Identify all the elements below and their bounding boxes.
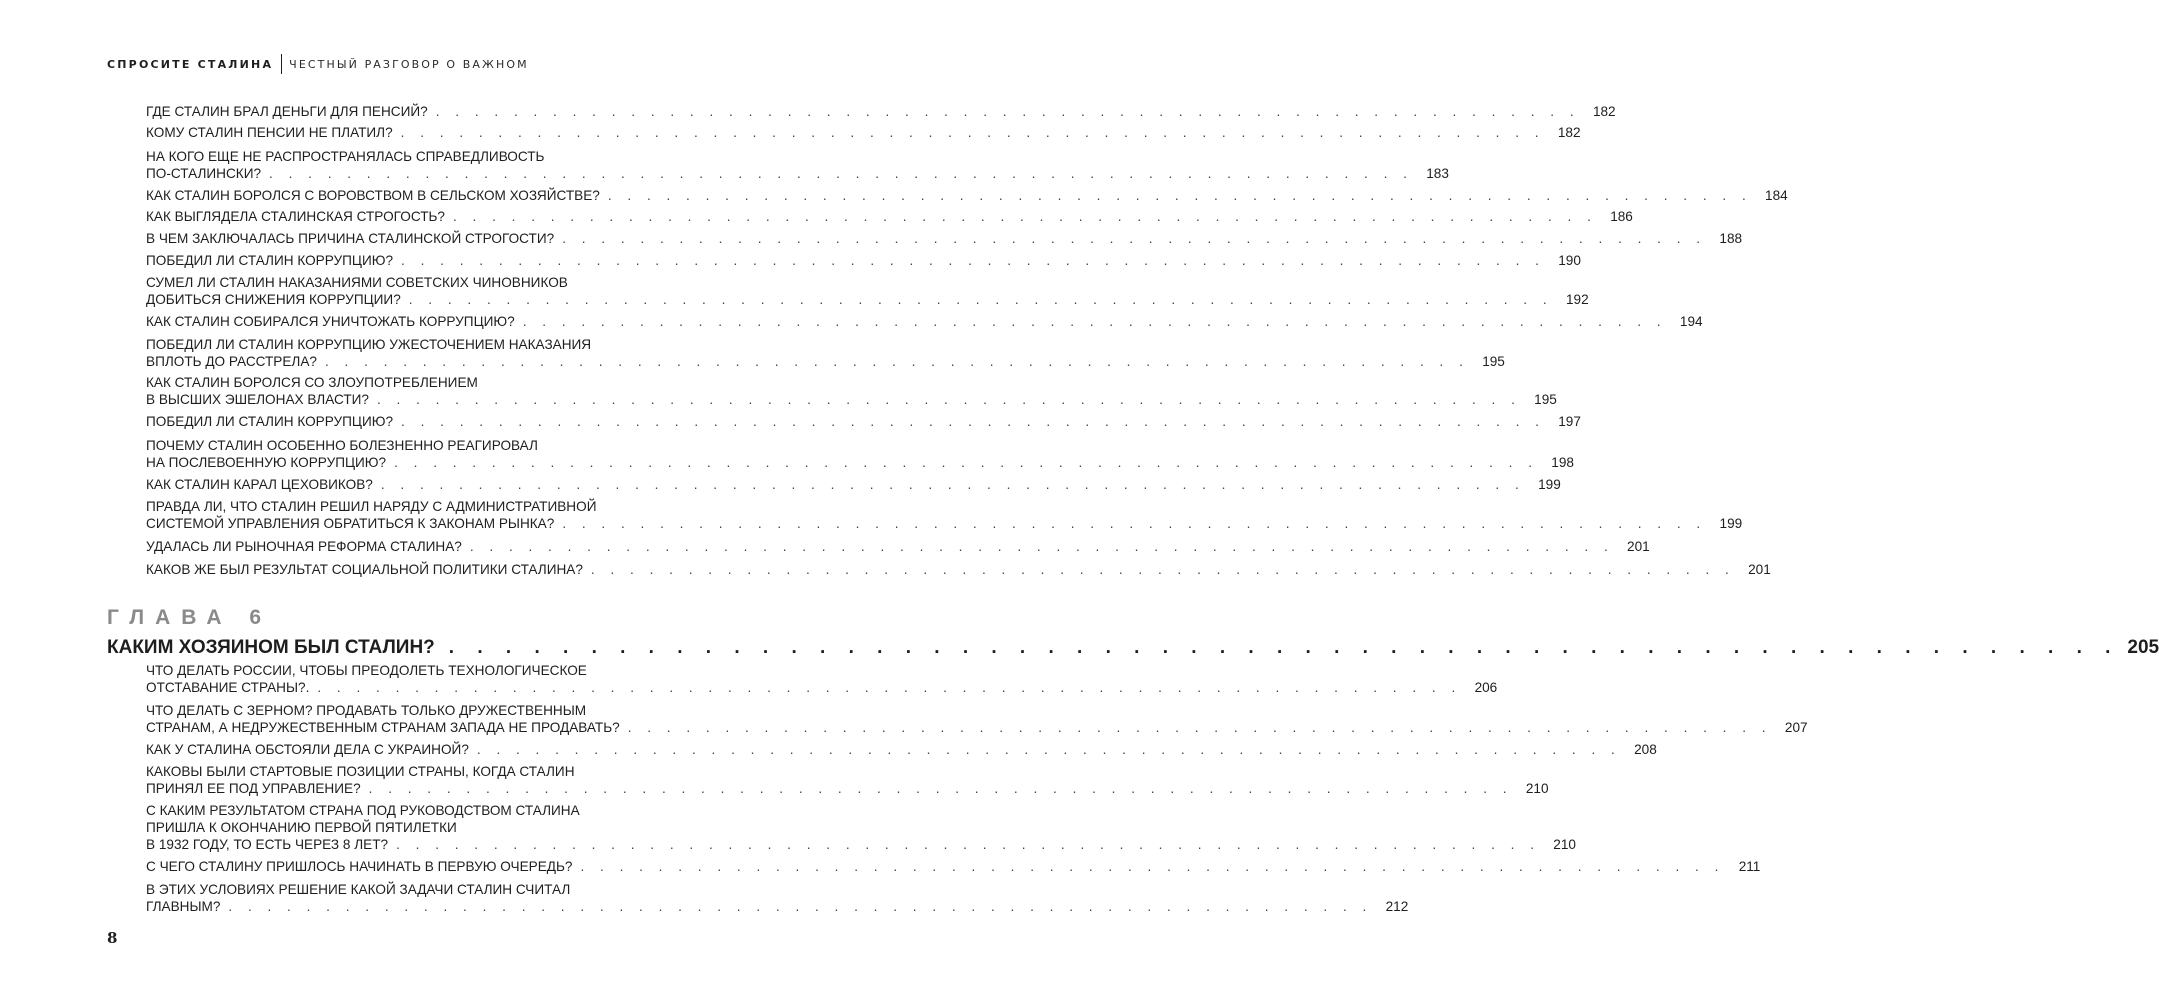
toc-entry-text: ПОБЕДИЛ ЛИ СТАЛИН КОРРУПЦИЮ? <box>146 253 394 268</box>
dot-leader: . . . . . . . . . . . . . . . . . . . . . . . . . . . . . . . . . . . . . . . . . . . . . . . . . . . . . . . . . . . <box>269 166 1413 181</box>
toc-page-number: 197 <box>1558 414 1581 429</box>
toc-entry-line <box>146 274 716 291</box>
toc-entry <box>146 763 1549 797</box>
toc-entry <box>146 881 1409 915</box>
toc-entry-line <box>146 662 716 679</box>
dot-leader: . . . . . . . . . . . . . . . . . . . . . . . . . . . . . . . . . . . . . . . . . . . . . . . . . . . . . . . . . . . <box>590 562 1735 577</box>
toc-entry-line <box>146 165 1449 182</box>
toc-page-number: 201 <box>1748 562 1771 577</box>
dot-leader: . . . . . . . . . . . . . . . . . . . . . . . . . . . . . . . . . . . . . . . . . . . . . . . . . . . . . . . . . . . <box>408 292 1553 307</box>
chapter-page-number: 205 <box>2127 637 2159 658</box>
toc-entry <box>146 208 1633 225</box>
toc-entry-line <box>146 187 1788 204</box>
toc-page-number: 188 <box>1719 231 1743 246</box>
toc-entry <box>146 313 1703 330</box>
toc-entry-line <box>146 336 716 353</box>
toc-page-number: 186 <box>1610 209 1633 224</box>
toc-page-number: 211 <box>1738 859 1761 874</box>
toc-page-number: 201 <box>1627 539 1650 554</box>
toc-entry-line <box>146 208 1633 225</box>
dot-leader: . . . . . . . . . . . . . . . . . . . . . . . . . . . . . . . . . . . . . . . . . . . . . . . . . . . . . . . . . . . <box>368 781 1513 796</box>
toc-entry-line <box>146 679 1498 696</box>
toc-entry <box>146 538 1650 555</box>
dot-leader: . . . . . . . . . . . . . . . . . . . . . . . . . . . . . . . . . . . . . . . . . . . . . . . . . . . . . . . . . . . <box>607 188 1752 203</box>
toc-entry <box>146 561 1771 578</box>
toc-page-number: 182 <box>1592 104 1616 119</box>
toc-entry <box>146 476 1561 493</box>
toc-entry-line <box>146 780 1549 797</box>
toc-entry <box>146 336 1505 370</box>
toc-page-number: 198 <box>1551 455 1574 470</box>
toc-entry <box>146 187 1788 204</box>
dot-leader: . . . . . . . . . . . . . . . . . . . . . . . . . . . . . . . . . . . . . . . . . . . . . . . . . . . . . . . . . . . <box>580 859 1725 874</box>
dot-leader: . . . . . . . . . . . . . . . . . . . . . . . . . . . . . . . . . . . . . . . . . . . . . . . . . . . . . . . . . . . <box>228 899 1373 914</box>
toc-entry-text: ПРИНЯЛ ЕЕ ПОД УПРАВЛЕНИЕ? <box>146 781 361 796</box>
toc-entry-text: СУМЕЛ ЛИ СТАЛИН НАКАЗАНИЯМИ СОВЕТСКИХ ЧИНОВНИКОВ <box>146 275 568 290</box>
toc-entry <box>146 148 1449 182</box>
toc-page-number: 183 <box>1426 166 1449 181</box>
dot-leader: . . . . . . . . . . . . . . . . . . . . . . . . . . . . . . . . . . . . . . . . . . . . . . . . . . . . . . . . . . . <box>400 125 1545 140</box>
toc-entry-line <box>146 858 1761 875</box>
toc-entry-line <box>146 124 1581 141</box>
toc-entry-text: СИСТЕМОЙ УПРАВЛЕНИЯ ОБРАТИТЬСЯ К ЗАКОНАМ РЫНКА? <box>146 516 555 531</box>
toc-page-number: 207 <box>1784 720 1808 735</box>
dot-leader: . . . . . . . . . . . . . . . . . . . . . . . . . . . . . . . . . . . . . . . . . . . . . . . . . . . . . . . . . . . <box>522 314 1667 329</box>
toc-page-number: 194 <box>1679 314 1703 329</box>
toc-entry <box>146 274 1589 308</box>
toc-entry-text: УДАЛАСЬ ЛИ РЫНОЧНАЯ РЕФОРМА СТАЛИНА? <box>146 539 462 554</box>
toc-page-number: 195 <box>1534 392 1557 407</box>
toc-entry-text: КАК СТАЛИН БОРОЛСЯ С ВОРОВСТВОМ В СЕЛЬСКОМ ХОЗЯЙСТВЕ? <box>146 188 600 203</box>
dot-leader: . . . . . . . . . . . . . . . . . . . . . . . . . . . . . . . . . . . . . . . . . . . . . . . . . . . . . . . . . . . <box>469 539 1614 554</box>
toc-entry <box>146 437 1574 471</box>
toc-entry-line <box>146 476 1561 493</box>
toc-entry-text: КАК У СТАЛИНА ОБСТОЯЛИ ДЕЛА С УКРАИНОЙ? <box>146 742 469 757</box>
toc-entry-line <box>146 374 716 391</box>
toc-entry <box>146 124 1581 141</box>
toc-entry-line <box>146 763 716 780</box>
toc-page-number: 192 <box>1565 292 1589 307</box>
toc-entry-text: ПОБЕДИЛ ЛИ СТАЛИН КОРРУПЦИЮ УЖЕСТОЧЕНИЕМ НАКАЗАНИЯ <box>146 337 592 352</box>
dot-leader: . . . . . . . . . . . . . . . . . . . . . . . . . . . . . . . . . . . . . . . . . . . . . . . . . . . . . . . . . . . <box>401 414 1545 429</box>
toc-entry-text: В ЭТИХ УСЛОВИЯХ РЕШЕНИЕ КАКОЙ ЗАДАЧИ СТАЛИН СЧИТАЛ <box>146 882 571 897</box>
toc-entry <box>146 498 1743 532</box>
dot-leader: . . . . . . . . . . . . . . . . . . . . . . . . . . . . . . . . . . . . . . . . . . . . . . . . . . . . . . . . . . . <box>448 637 2120 658</box>
toc-entry-text: КАК СТАЛИН СОБИРАЛСЯ УНИЧТОЖАТЬ КОРРУПЦИЮ? <box>146 314 515 329</box>
toc-entry-text: ПОБЕДИЛ ЛИ СТАЛИН КОРРУПЦИЮ? <box>146 414 394 429</box>
toc-entry-line <box>146 538 1650 555</box>
toc-entry-line <box>146 561 1771 578</box>
toc-entry-text: КОМУ СТАЛИН ПЕНСИИ НЕ ПЛАТИЛ? <box>146 125 393 140</box>
chapter-title <box>107 636 2159 660</box>
toc-entry-text: ОТСТАВАНИЕ СТРАНЫ?. <box>146 680 310 695</box>
toc-entry-text: В 1932 ГОДУ, ТО ЕСТЬ ЧЕРЕЗ 8 ЛЕТ? <box>146 837 389 852</box>
toc-entry-text: В ЧЕМ ЗАКЛЮЧАЛАСЬ ПРИЧИНА СТАЛИНСКОЙ СТРОГОСТИ? <box>146 231 555 246</box>
dot-leader: . . . . . . . . . . . . . . . . . . . . . . . . . . . . . . . . . . . . . . . . . . . . . . . . . . . . . . . . . . . <box>324 354 1469 369</box>
book-title: СПРОСИТЕ СТАЛИНА <box>107 57 274 71</box>
toc-entry-line <box>146 802 716 819</box>
toc-entry-text: КАК СТАЛИН БОРОЛСЯ СО ЗЛОУПОТРЕБЛЕНИЕМ <box>146 375 478 390</box>
toc-entry-text: ГЛАВНЫМ? <box>146 899 221 914</box>
toc-entry-line <box>146 498 716 515</box>
toc-entry-line <box>146 391 1557 408</box>
toc-entry-text: ВПЛОТЬ ДО РАССТРЕЛА? <box>146 354 317 369</box>
dot-leader: . . . . . . . . . . . . . . . . . . . . . . . . . . . . . . . . . . . . . . . . . . . . . . . . . . . . . . . . . . . <box>452 209 1597 224</box>
dot-leader: . . . . . . . . . . . . . . . . . . . . . . . . . . . . . . . . . . . . . . . . . . . . . . . . . . . . . . . . . . . <box>380 477 1525 492</box>
chapter-label: ГЛАВА 6 <box>107 606 273 629</box>
dot-leader: . . . . . . . . . . . . . . . . . . . . . . . . . . . . . . . . . . . . . . . . . . . . . . . . . . . . . . . . . . . <box>435 104 1580 119</box>
toc-entry-line <box>146 103 1616 120</box>
toc-entry-line <box>146 252 1581 269</box>
toc-page-number: 206 <box>1474 680 1498 695</box>
toc-page-number: 199 <box>1719 516 1743 531</box>
toc-entry <box>146 858 1761 875</box>
toc-entry-line <box>146 836 1576 853</box>
toc-page-number: 210 <box>1525 781 1549 796</box>
toc-entry-text: КАКОВЫ БЫЛИ СТАРТОВЫЕ ПОЗИЦИИ СТРАНЫ, КОГДА СТАЛИН <box>146 764 575 779</box>
toc-entry-text: ЧТО ДЕЛАТЬ РОССИИ, ЧТОБЫ ПРЕОДОЛЕТЬ ТЕХНОЛОГИЧЕСКОЕ <box>146 663 587 678</box>
toc-entry <box>146 702 1808 736</box>
toc-entry-line <box>146 353 1505 370</box>
toc-entry-text: НА КОГО ЕЩЕ НЕ РАСПРОСТРАНЯЛАСЬ СПРАВЕДЛИВОСТЬ <box>146 149 545 164</box>
toc-entry-text: ГДЕ СТАЛИН БРАЛ ДЕНЬГИ ДЛЯ ПЕНСИЙ? <box>146 104 428 119</box>
toc-entry-line <box>146 148 716 165</box>
toc-page-number: 208 <box>1634 742 1657 757</box>
toc-entry-line <box>146 313 1703 330</box>
toc-entry-line <box>146 291 1589 308</box>
toc-entry-line <box>146 454 1574 471</box>
toc-entry-text: В ВЫСШИХ ЭШЕЛОНАХ ВЛАСТИ? <box>146 392 369 407</box>
toc-entry <box>146 374 1557 408</box>
toc-entry-text: ПО-СТАЛИНСКИ? <box>146 166 262 181</box>
toc-entry-line <box>146 819 716 836</box>
toc-entry-text: С КАКИМ РЕЗУЛЬТАТОМ СТРАНА ПОД РУКОВОДСТВОМ СТАЛИНА <box>146 803 580 818</box>
toc-entry <box>146 662 1498 696</box>
toc-entry-line <box>146 719 1808 736</box>
toc-entry <box>146 741 1657 758</box>
toc-entry <box>146 413 1581 430</box>
toc-entry-text: ПРАВДА ЛИ, ЧТО СТАЛИН РЕШИЛ НАРЯДУ С АДМИНИСТРАТИВНОЙ <box>146 499 597 514</box>
toc-page-number: 184 <box>1765 188 1788 203</box>
toc-entry-text: КАК ВЫГЛЯДЕЛА СТАЛИНСКАЯ СТРОГОСТЬ? <box>146 209 445 224</box>
dot-leader: . . . . . . . . . . . . . . . . . . . . . . . . . . . . . . . . . . . . . . . . . . . . . . . . . . . . . . . . . . . <box>376 392 1521 407</box>
toc-page-number: 212 <box>1385 899 1409 914</box>
toc-entry-text: КАК СТАЛИН КАРАЛ ЦЕХОВИКОВ? <box>146 477 373 492</box>
toc-entry-text: ПРИШЛА К ОКОНЧАНИЮ ПЕРВОЙ ПЯТИЛЕТКИ <box>146 820 457 835</box>
page-number: 8 <box>107 929 118 947</box>
toc-entry-line <box>146 515 1743 532</box>
toc-page-number: 190 <box>1558 253 1581 268</box>
toc-entry-line <box>146 702 716 719</box>
dot-leader: . . . . . . . . . . . . . . . . . . . . . . . . . . . . . . . . . . . . . . . . . . . . . . . . . . . . . . . . . . . <box>562 231 1707 246</box>
toc-entry-text: ЧТО ДЕЛАТЬ С ЗЕРНОМ? ПРОДАВАТЬ ТОЛЬКО ДРУЖЕСТВЕННЫМ <box>146 703 587 718</box>
toc-entry-line <box>146 413 1581 430</box>
dot-leader: . . . . . . . . . . . . . . . . . . . . . . . . . . . . . . . . . . . . . . . . . . . . . . . . . . . . . . . . . . . <box>401 253 1545 268</box>
toc-entry-line <box>146 898 1409 915</box>
toc-entry-line <box>146 437 716 454</box>
toc-page-number: 182 <box>1557 125 1581 140</box>
dot-leader: . . . . . . . . . . . . . . . . . . . . . . . . . . . . . . . . . . . . . . . . . . . . . . . . . . . . . . . . . . . <box>396 837 1540 852</box>
toc-entry <box>146 103 1616 120</box>
toc-entry <box>146 230 1743 247</box>
toc-entry-text: ДОБИТЬСЯ СНИЖЕНИЯ КОРРУПЦИИ? <box>146 292 401 307</box>
toc-entry-text: СТРАНАМ, А НЕДРУЖЕСТВЕННЫМ СТРАНАМ ЗАПАДА НЕ ПРОДАВАТЬ? <box>146 720 620 735</box>
toc-page-number: 199 <box>1538 477 1561 492</box>
toc-entry-line <box>146 230 1743 247</box>
toc-entry-line <box>146 881 716 898</box>
toc-entry-line <box>146 741 1657 758</box>
toc-page-number: 210 <box>1553 837 1576 852</box>
chapter-title-text: КАКИМ ХОЗЯИНОМ БЫЛ СТАЛИН? <box>107 637 435 658</box>
dot-leader: . . . . . . . . . . . . . . . . . . . . . . . . . . . . . . . . . . . . . . . . . . . . . . . . . . . . . . . . . . . <box>476 742 1621 757</box>
dot-leader: . . . . . . . . . . . . . . . . . . . . . . . . . . . . . . . . . . . . . . . . . . . . . . . . . . . . . . . . . . . <box>562 516 1707 531</box>
toc-entry <box>146 802 1576 853</box>
toc-entry-text: ПОЧЕМУ СТАЛИН ОСОБЕННО БОЛЕЗНЕННО РЕАГИРОВАЛ <box>146 438 538 453</box>
toc-entry-text: КАКОВ ЖЕ БЫЛ РЕЗУЛЬТАТ СОЦИАЛЬНОЙ ПОЛИТИКИ СТАЛИНА? <box>146 562 583 577</box>
dot-leader: . . . . . . . . . . . . . . . . . . . . . . . . . . . . . . . . . . . . . . . . . . . . . . . . . . . . . . . . . . . <box>627 720 1772 735</box>
dot-leader: . . . . . . . . . . . . . . . . . . . . . . . . . . . . . . . . . . . . . . . . . . . . . . . . . . . . . . . . . . . <box>317 680 1462 695</box>
toc-entry-text: НА ПОСЛЕВОЕННУЮ КОРРУПЦИЮ? <box>146 455 387 470</box>
book-subtitle: ЧЕСТНЫЙ РАЗГОВОР О ВАЖНОМ <box>289 57 529 71</box>
toc-entry <box>146 252 1581 269</box>
toc-entry-text: С ЧЕГО СТАЛИНУ ПРИШЛОСЬ НАЧИНАТЬ В ПЕРВУЮ ОЧЕРЕДЬ? <box>146 859 573 874</box>
dot-leader: . . . . . . . . . . . . . . . . . . . . . . . . . . . . . . . . . . . . . . . . . . . . . . . . . . . . . . . . . . . <box>394 455 1538 470</box>
toc-page-number: 195 <box>1482 354 1505 369</box>
